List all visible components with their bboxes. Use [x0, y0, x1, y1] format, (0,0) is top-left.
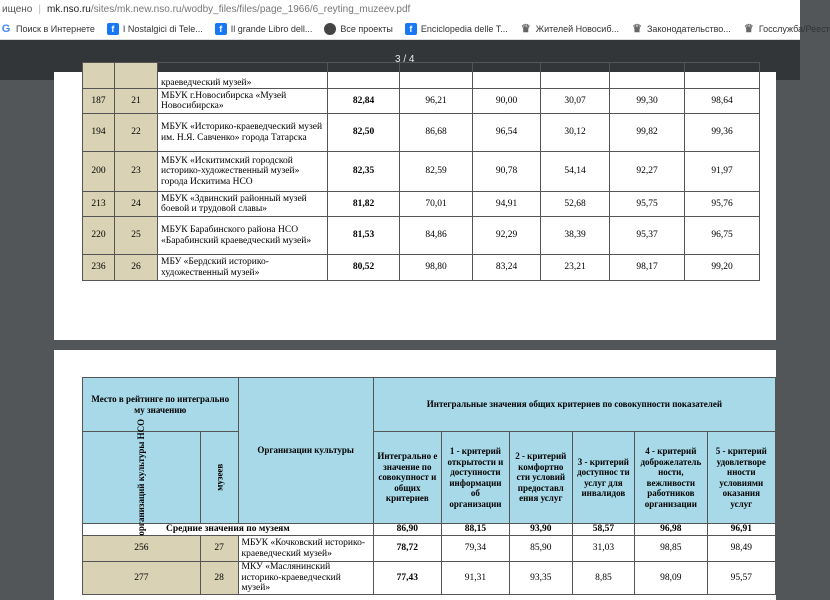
bookmark-item[interactable]: [405, 23, 508, 35]
table-row: [83, 63, 760, 89]
vk-icon: [324, 23, 336, 35]
bookmark-item[interactable]: [324, 23, 393, 35]
criterion1-cell: 84,86: [400, 217, 473, 255]
url-domain[interactable]: mk.nso.ru: [46, 3, 91, 15]
rank-cell: 194: [83, 114, 115, 152]
nso-rank-header-text: организаций культуры НСО: [136, 419, 147, 536]
organization-cell: МБУК г.Новосибирска «Музей Новосибирска»: [158, 89, 328, 114]
rank-cell: 213: [83, 192, 115, 217]
crest-icon: ♛: [520, 22, 531, 35]
criterion1-cell: 98,80: [400, 255, 473, 281]
museum-number-cell: 24: [115, 192, 158, 217]
pdf-page: [54, 72, 776, 340]
crest-icon: ♛: [743, 22, 754, 35]
criterion4-cell: 95,37: [610, 217, 685, 255]
criterion2-cell: 92,29: [473, 217, 541, 255]
criterion1-cell: 91,31: [441, 562, 509, 595]
criterion4-cell: 98,09: [635, 562, 707, 595]
criterion1-column-header: 1 - критерий открытости и доступности информации об организации: [441, 432, 509, 524]
rank-cell: 256: [83, 536, 201, 562]
bookmark-label: Il grande Libro dell...: [230, 23, 313, 34]
avg-criterion4-cell: 96,98: [635, 524, 707, 536]
rank-cell: 220: [83, 217, 115, 255]
bookmark-item[interactable]: [0, 23, 95, 35]
integral-cell: 81,53: [328, 217, 400, 255]
integral-cell: 82,84: [328, 89, 400, 114]
bookmark-item[interactable]: [743, 23, 830, 35]
bookmark-label: Законодательство...: [647, 23, 731, 34]
criterion5-cell: 99,36: [685, 114, 760, 152]
organization-cell: МБУК «Здвинский районный музей боевой и трудовой славы»: [158, 192, 328, 217]
criterion5-cell: [685, 63, 760, 89]
museum-number-cell: 27: [200, 536, 238, 562]
criterion5-cell: 98,49: [707, 536, 775, 562]
criterion2-cell: 90,00: [473, 89, 541, 114]
organization-cell: МКУ «Маслянинский историко-краеведческий музей»: [238, 562, 373, 595]
avg-criterion3-cell: 58,57: [572, 524, 635, 536]
criterion4-cell: [610, 63, 685, 89]
bookmark-label: I Nostalgici di Tele...: [122, 23, 203, 34]
integral-cell: [328, 63, 400, 89]
crest-icon: ♛: [632, 22, 642, 35]
bookmark-item[interactable]: [520, 23, 619, 35]
rating-table-continued: [82, 62, 760, 281]
rank-cell: 236: [83, 255, 115, 281]
criterion1-cell: 86,68: [400, 114, 473, 152]
organization-cell: краеведческий музей»: [158, 63, 328, 89]
criterion2-cell: 93,35: [509, 562, 572, 595]
table-row: [83, 89, 760, 114]
bookmarks-bar: [0, 18, 830, 40]
criteria-group-header: Интегральные значения общих критериев по совокупности показателей: [373, 378, 775, 432]
criterion4-cell: 98,17: [610, 255, 685, 281]
museum-number-cell: [115, 63, 158, 89]
security-status[interactable]: ищено: [2, 3, 33, 15]
museum-number-cell: 21: [115, 89, 158, 114]
table-row: [83, 217, 760, 255]
facebook-icon: f: [107, 23, 119, 35]
criterion4-cell: 92,27: [610, 152, 685, 192]
address-bar[interactable]: [0, 0, 800, 18]
criterion1-cell: 70,01: [400, 192, 473, 217]
criterion2-cell: 85,90: [509, 536, 572, 562]
header-row: [83, 378, 776, 432]
criterion5-cell: 96,75: [685, 217, 760, 255]
criterion4-column-header: 4 - критерий доброжелатель ности, вежливости работников организации: [635, 432, 707, 524]
rank-cell: 187: [83, 89, 115, 114]
avg-criterion5-cell: 96,91: [707, 524, 775, 536]
museum-number-cell: 25: [115, 217, 158, 255]
museum-number-cell: 28: [200, 562, 238, 595]
criterion5-cell: 98,64: [685, 89, 760, 114]
bookmark-label: Поиск в Интернете: [16, 23, 95, 34]
criterion3-cell: 52,68: [541, 192, 610, 217]
table-row: [83, 114, 760, 152]
criterion3-cell: [541, 63, 610, 89]
table-row: [83, 152, 760, 192]
organization-column-header: Организации культуры: [238, 378, 373, 524]
organization-cell: МБУК Барабинского района НСО «Барабинский краеведческий музей»: [158, 217, 328, 255]
criterion3-cell: 31,03: [572, 536, 635, 562]
criterion3-cell: 38,39: [541, 217, 610, 255]
facebook-icon: f: [405, 23, 417, 35]
criterion5-cell: 95,76: [685, 192, 760, 217]
facebook-icon: f: [215, 23, 227, 35]
criterion3-cell: 54,14: [541, 152, 610, 192]
criterion5-cell: 91,97: [685, 152, 760, 192]
place-group-header: Место в рейтинге по интегрально му значению: [83, 378, 239, 432]
integral-cell: 82,50: [328, 114, 400, 152]
criterion4-cell: 99,30: [610, 89, 685, 114]
bookmark-item[interactable]: [215, 23, 313, 35]
museum-number-cell: 26: [115, 255, 158, 281]
page-indicator: 3 / 4: [395, 54, 415, 65]
criterion2-cell: 83,24: [473, 255, 541, 281]
url-path[interactable]: /sites/mk.new.nso.ru/wodby_files/files/page_1966/6_reyting_muzeev.pdf: [90, 3, 411, 15]
table-row: [83, 562, 776, 595]
organization-cell: МБУК «Кочковский историко-краеведческий музей»: [238, 536, 373, 562]
bookmark-label: Жителей Новосиб...: [535, 23, 619, 34]
header-row: [83, 432, 776, 524]
criterion3-cell: 30,12: [541, 114, 610, 152]
rank-cell: 277: [83, 562, 201, 595]
bookmark-label: Госслужба/Реест: [758, 23, 830, 34]
organization-cell: МБУК «Искитимский городской историко-художественный музей» города Искитима НСО: [158, 152, 328, 192]
museum-number-cell: 22: [115, 114, 158, 152]
criterion2-cell: 90,78: [473, 152, 541, 192]
criterion3-cell: 23,21: [541, 255, 610, 281]
criterion3-column-header: 3 - критерий доступнос ти услуг для инвалидов: [572, 432, 635, 524]
avg-criterion2-cell: 93,90: [509, 524, 572, 536]
integral-column-header: Интегрально е значение по совокупност и общих критериев: [373, 432, 441, 524]
google-icon: G: [1, 22, 11, 35]
bookmark-label: Все проекты: [340, 23, 393, 34]
museum-rank-header-text: музеев: [213, 463, 224, 492]
bookmark-item[interactable]: [107, 23, 203, 35]
rank-cell: [83, 63, 115, 89]
avg-criterion1-cell: 88,15: [441, 524, 509, 536]
pdf-page: [54, 350, 776, 600]
criterion5-cell: 95,57: [707, 562, 775, 595]
averages-row: [83, 524, 776, 536]
museum-number-cell: 23: [115, 152, 158, 192]
avg-integral-cell: 86,90: [373, 524, 441, 536]
rating-table: [82, 377, 776, 595]
criterion2-column-header: 2 - критерий комфортно сти условий предоставл ения услуг: [509, 432, 572, 524]
criterion2-cell: [473, 63, 541, 89]
criterion2-cell: 94,91: [473, 192, 541, 217]
organization-cell: МБУ «Бердский историко-художественный музей»: [158, 255, 328, 281]
criterion5-cell: 99,20: [685, 255, 760, 281]
criterion1-cell: [400, 63, 473, 89]
criterion1-cell: 82,59: [400, 152, 473, 192]
criterion4-cell: 98,85: [635, 536, 707, 562]
integral-cell: 82,35: [328, 152, 400, 192]
table-row: [83, 255, 760, 281]
bookmark-item[interactable]: [631, 23, 731, 35]
criterion3-cell: 8,85: [572, 562, 635, 595]
nso-rank-column-header: [83, 419, 201, 536]
rank-cell: 200: [83, 152, 115, 192]
integral-cell: 77,43: [373, 562, 441, 595]
criterion5-column-header: 5 - критерий удовлетворе нности условиями оказания услуг: [707, 432, 775, 524]
museum-rank-column-header: [200, 432, 238, 524]
averages-label: Средние значения по музеям: [83, 524, 374, 536]
criterion1-cell: 79,34: [441, 536, 509, 562]
address-separator: |: [38, 3, 41, 15]
criterion4-cell: 95,75: [610, 192, 685, 217]
criterion4-cell: 99,82: [610, 114, 685, 152]
bookmark-label: Enciclopedia delle T...: [420, 23, 508, 34]
criterion2-cell: 96,54: [473, 114, 541, 152]
integral-cell: 81,82: [328, 192, 400, 217]
integral-cell: 78,72: [373, 536, 441, 562]
integral-cell: 80,52: [328, 255, 400, 281]
criterion1-cell: 96,21: [400, 89, 473, 114]
table-row: [83, 536, 776, 562]
criterion3-cell: 30,07: [541, 89, 610, 114]
table-row: [83, 192, 760, 217]
organization-cell: МБУК «Историко-краеведческий музей им. Н.Я. Савченко» города Татарска: [158, 114, 328, 152]
